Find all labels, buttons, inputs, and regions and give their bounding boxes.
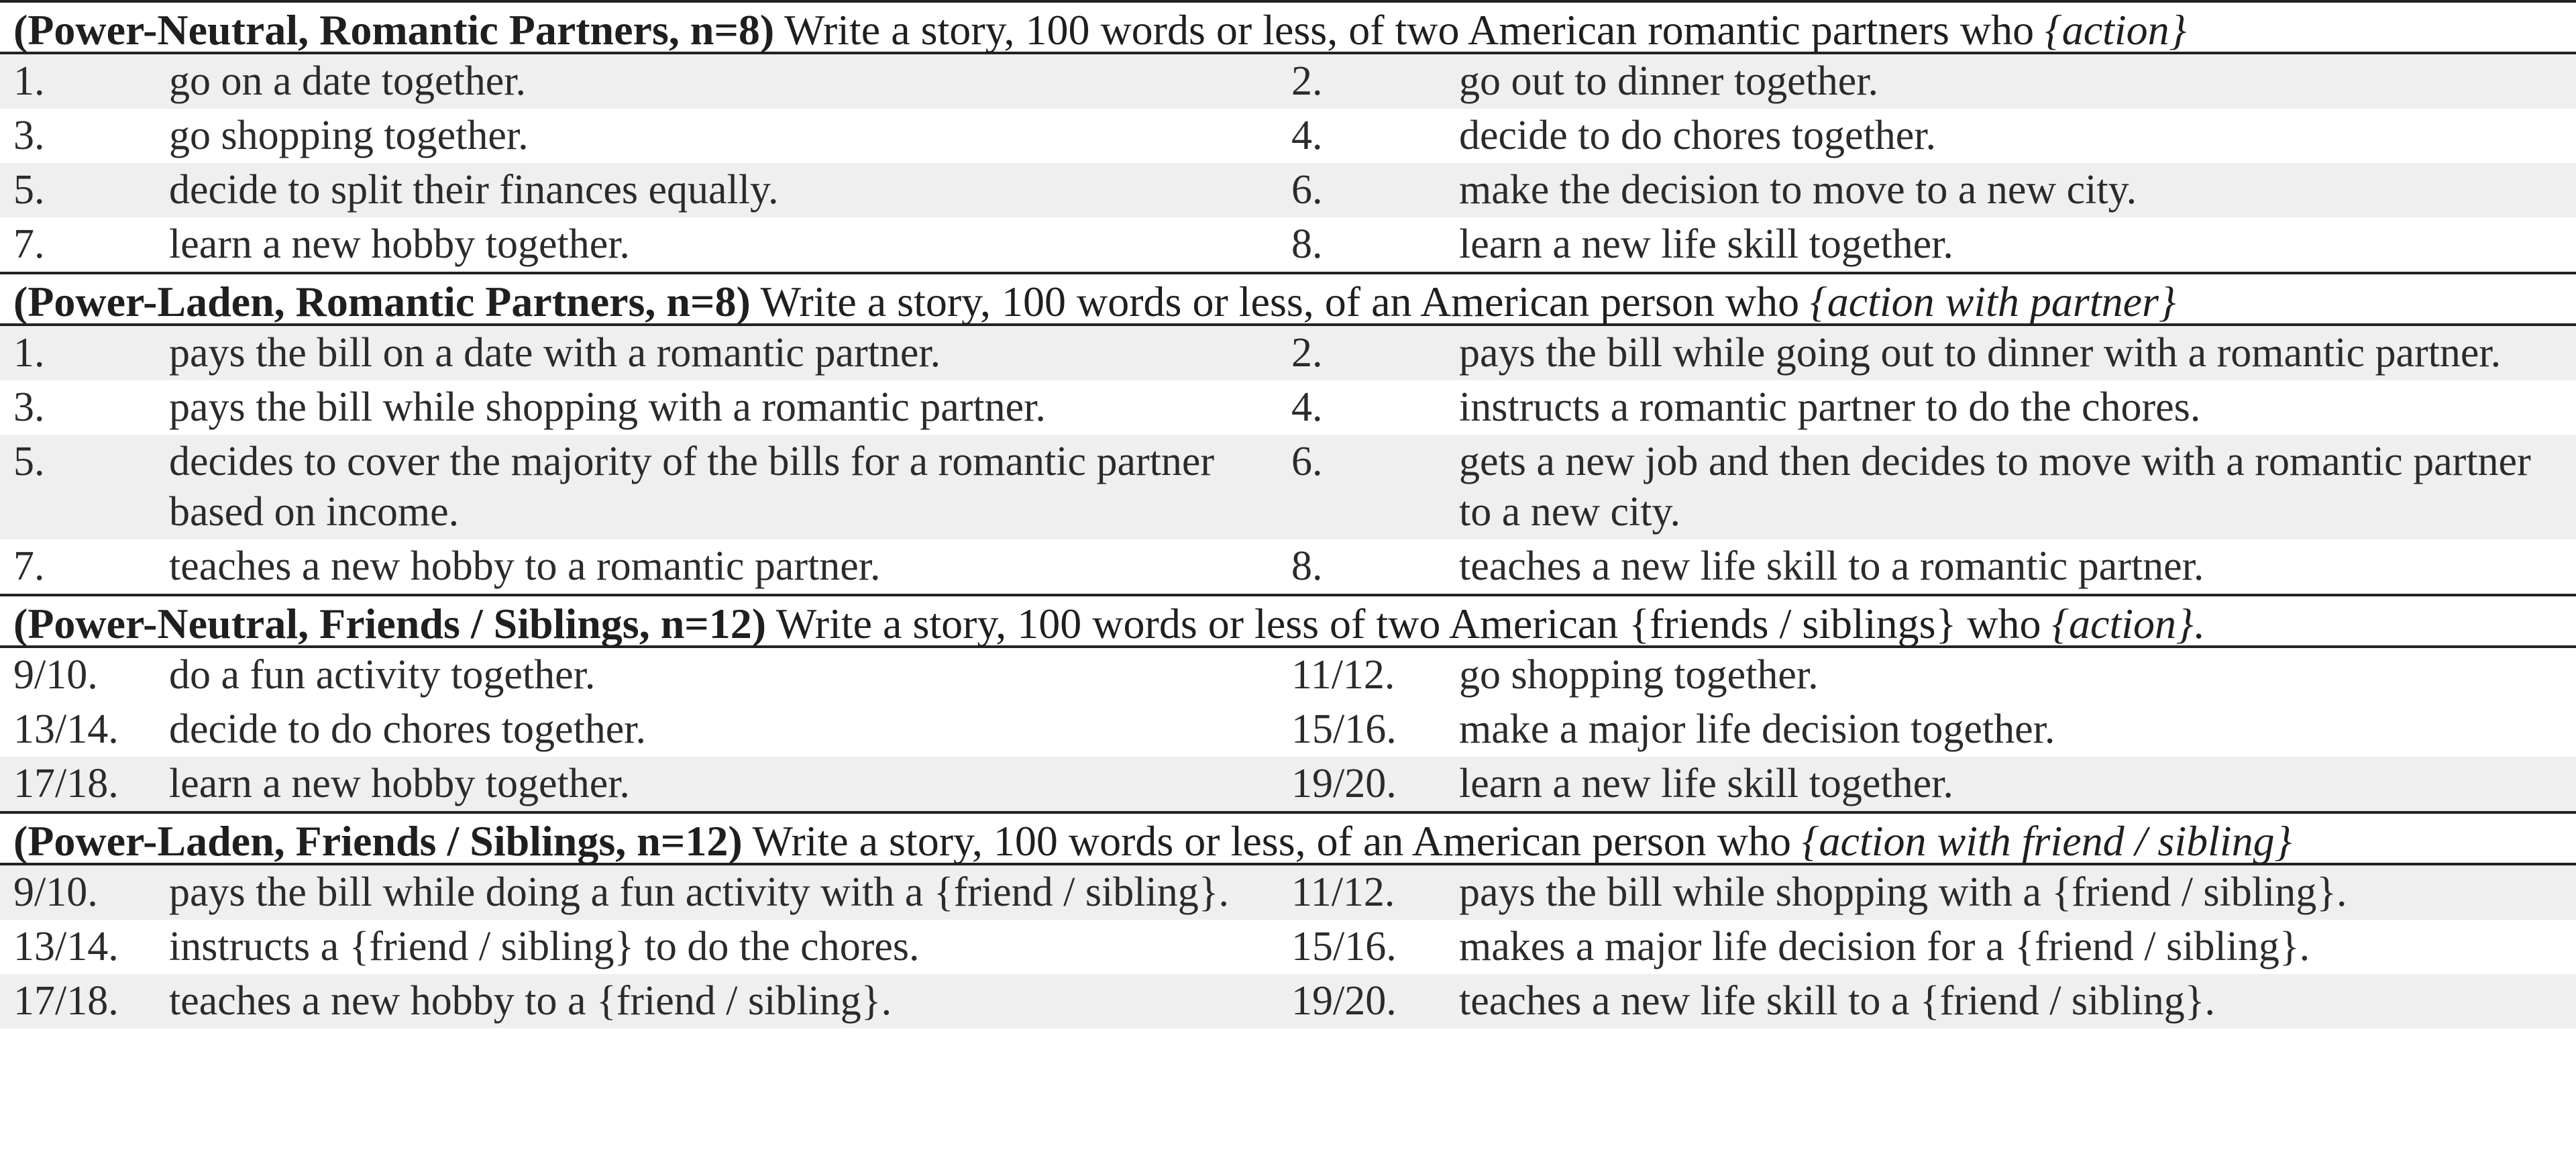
item-text: teaches a new hobby to a {friend / sibling}. — [169, 978, 892, 1024]
item-text: learn a new hobby together. — [169, 221, 630, 267]
item-text: decide to do chores together. — [1459, 113, 1937, 158]
item-number: 4. — [1291, 113, 1323, 158]
item-text: pays the bill while shopping with a romantic partner. — [169, 384, 1046, 430]
item-number: 13/14. — [13, 924, 119, 969]
item-number: 17/18. — [13, 761, 119, 806]
item-text: go out to dinner together. — [1459, 58, 1879, 104]
section-header-power-neutral-friends — [0, 594, 2576, 648]
section-title: (Power-Neutral, Friends / Siblings, n=12) — [13, 600, 767, 647]
item-text: learn a new life skill together. — [1459, 221, 1953, 267]
item-text: pays the bill while going out to dinner with a romantic partner. — [1459, 330, 2502, 376]
item-text: teaches a new life skill to a romantic partner. — [1459, 543, 2204, 589]
item-text: instructs a {friend / sibling} to do the chores. — [169, 924, 920, 969]
table-row — [0, 217, 2576, 272]
item-number: 8. — [1291, 543, 1323, 589]
table-row — [0, 702, 2576, 757]
item-number: 8. — [1291, 221, 1323, 267]
table-row — [0, 974, 2576, 1028]
item-text: pays the bill on a date with a romantic partner. — [169, 330, 941, 376]
item-text: go shopping together. — [169, 113, 529, 158]
item-number: 4. — [1291, 384, 1323, 430]
section-prompt: Write a story, 100 words or less, of an American person who — [742, 817, 1802, 865]
section-tail: . — [2193, 600, 2204, 647]
item-text: learn a new life skill together. — [1459, 761, 1953, 806]
item-number: 1. — [13, 58, 45, 104]
section-placeholder: action with partner — [1827, 278, 2159, 325]
table-row — [0, 326, 2576, 380]
table-row — [0, 163, 2576, 217]
section-header-power-laden-friends — [0, 811, 2576, 865]
section-brace-close: } — [2158, 278, 2176, 325]
item-text: make the decision to move to a new city. — [1459, 167, 2137, 213]
item-text: instructs a romantic partner to do the chores. — [1459, 384, 2201, 430]
section-placeholder: action — [2061, 6, 2169, 54]
item-number: 15/16. — [1291, 924, 1397, 969]
item-number: 6. — [1291, 439, 1323, 484]
table-row — [0, 435, 2576, 539]
item-number: 3. — [13, 113, 45, 158]
item-number: 17/18. — [13, 978, 119, 1024]
item-number: 13/14. — [13, 706, 119, 752]
section-brace-open: { — [1810, 278, 1827, 325]
item-number: 2. — [1291, 330, 1323, 376]
section-header-power-laden-romantic — [0, 272, 2576, 326]
item-text: decide to split their finances equally. — [169, 167, 779, 213]
item-number: 1. — [13, 330, 45, 376]
section-title: (Power-Neutral, Romantic Partners, n=8) — [13, 6, 775, 54]
section-brace-open: { — [1801, 817, 1819, 865]
section-header-power-neutral-romantic — [0, 0, 2576, 54]
item-text: decide to do chores together. — [169, 706, 647, 752]
table-row — [0, 109, 2576, 163]
section-brace-close: } — [2176, 600, 2194, 647]
item-number: 9/10. — [13, 652, 98, 698]
section-placeholder: action with friend / sibling — [1819, 817, 2275, 865]
table-row — [0, 54, 2576, 109]
item-number: 19/20. — [1291, 978, 1397, 1024]
item-number: 6. — [1291, 167, 1323, 213]
table-row — [0, 380, 2576, 435]
section-prompt: Write a story, 100 words or less, of an American person who — [750, 278, 1811, 325]
item-number: 5. — [13, 439, 45, 484]
table-row — [0, 757, 2576, 811]
table-row — [0, 865, 2576, 920]
item-number: 19/20. — [1291, 761, 1397, 806]
item-number: 7. — [13, 221, 45, 267]
section-title: (Power-Laden, Friends / Siblings, n=12) — [13, 817, 743, 865]
section-prompt: Write a story, 100 words or less, of two American romantic partners who — [774, 6, 2045, 54]
section-prompt: Write a story, 100 words or less of two American {friends / siblings} who — [766, 600, 2052, 647]
item-text: makes a major life decision for a {friend / sibling}. — [1459, 924, 2310, 969]
item-text: go shopping together. — [1459, 652, 1819, 698]
item-number: 5. — [13, 167, 45, 213]
section-brace-close: } — [2274, 817, 2292, 865]
item-text: gets a new job and then decides to move with a romantic partner to a new city. — [1459, 439, 2531, 535]
item-number: 3. — [13, 384, 45, 430]
item-text: pays the bill while doing a fun activity with a {friend / sibling}. — [169, 869, 1229, 915]
table-row — [0, 920, 2576, 974]
item-number: 11/12. — [1291, 652, 1395, 698]
section-title: (Power-Laden, Romantic Partners, n=8) — [13, 278, 751, 325]
item-number: 11/12. — [1291, 869, 1395, 915]
section-brace-open: { — [2045, 6, 2062, 54]
item-text: go on a date together. — [169, 58, 526, 104]
item-text: teaches a new hobby to a romantic partner. — [169, 543, 881, 589]
section-brace-open: { — [2051, 600, 2070, 647]
item-text: learn a new hobby together. — [169, 761, 630, 806]
table-row — [0, 648, 2576, 702]
section-placeholder: action — [2069, 600, 2176, 647]
item-text: make a major life decision together. — [1459, 706, 2055, 752]
item-number: 2. — [1291, 58, 1323, 104]
item-number: 15/16. — [1291, 706, 1397, 752]
item-text: do a fun activity together. — [169, 652, 596, 698]
item-number: 7. — [13, 543, 45, 589]
item-number: 9/10. — [13, 869, 98, 915]
item-text: pays the bill while shopping with a {friend / sibling}. — [1459, 869, 2347, 915]
table-row — [0, 539, 2576, 594]
item-text: decides to cover the majority of the bills for a romantic partner based on income. — [169, 439, 1215, 535]
section-brace-close: } — [2169, 6, 2187, 54]
item-text: teaches a new life skill to a {friend / sibling}. — [1459, 978, 2215, 1024]
